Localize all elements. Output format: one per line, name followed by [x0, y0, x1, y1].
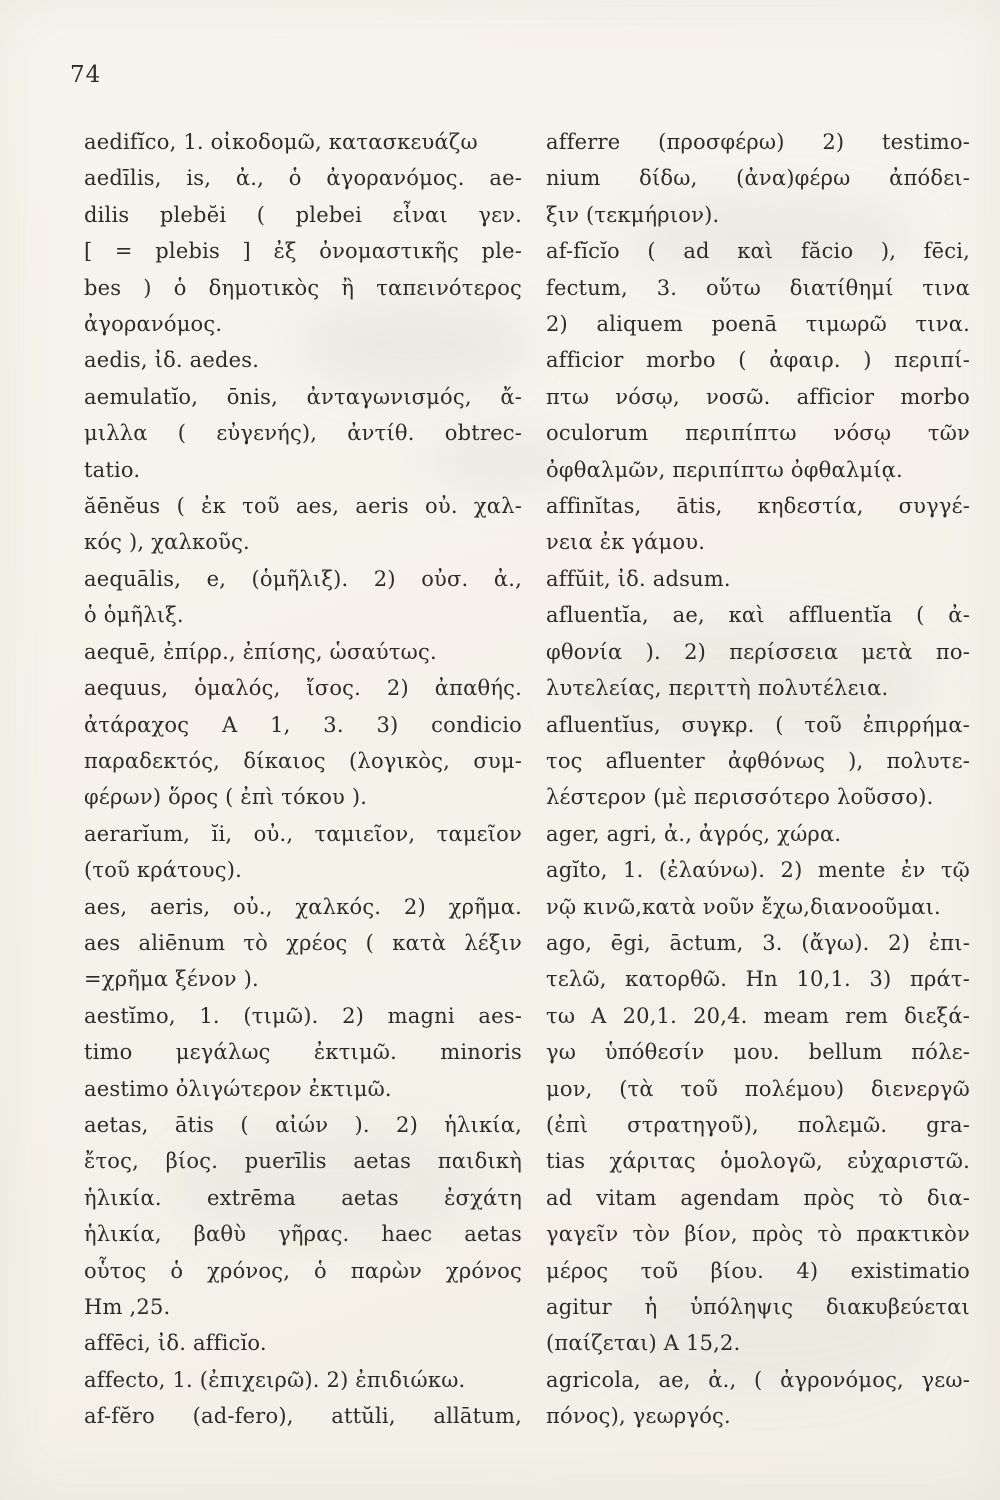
entry-line: dilis plebĕi ( plebei εἶναι γεν. [84, 202, 522, 227]
entry-line: ἀγορανόμος. [84, 312, 223, 337]
entry-line: ἔτος, βίος. puerīlis aetas παιδικὴ [84, 1149, 522, 1174]
dictionary-entry [546, 707, 970, 816]
entry-line: affecto, 1. (ἐπιχειρῶ). 2) ἐπιδιώκω. [84, 1367, 466, 1392]
entry-line: aedīlis, is, ἀ., ὁ ἀγορανόμος. ae- [84, 166, 522, 191]
entry-line: agĭto, 1. (ἐλαύνω). 2) mente ἐν τῷ [546, 858, 970, 883]
entry-line: timo μεγάλως ἐκτιμῶ. minoris [84, 1040, 522, 1065]
entry-line: νεια ἐκ γάμου. [546, 530, 706, 555]
entry-line: [ = plebis ] ἐξ ὀνομαστικῆς ple- [84, 239, 522, 264]
entry-line: πόνος), γεωργός. [546, 1404, 731, 1429]
entry-line: afficior morbo ( ἀφαιρ. ) περιπί- [546, 348, 970, 373]
entry-line: aestĭmo, 1. (τιμῶ). 2) magni aes- [84, 1003, 522, 1028]
entry-line: 2) aliquem poenā τιμωρῶ τινα. [546, 312, 970, 337]
entry-line: oculorum περιπίπτω νόσῳ τῶν [546, 421, 970, 446]
entry-line: fectum, 3. οὕτω διατίθημί τινα [546, 275, 970, 300]
entry-line: γω ὑπόθεσίν μου. bellum πόλε- [546, 1040, 970, 1065]
left-column [84, 124, 522, 1435]
dictionary-entry [84, 634, 522, 670]
entry-line: ἡλικία. extrēma aetas ἐσχάτη [84, 1185, 522, 1210]
dictionary-entry [84, 342, 522, 378]
dictionary-entry [546, 816, 970, 852]
entry-line: aes aliēnum τὸ χρέος ( κατὰ λέξιν [84, 930, 522, 955]
entry-line: afferre (προσφέρω) 2) testimo- [546, 130, 970, 154]
entry-line: tias χάριτας ὁμολογῶ, εὐχαριστῶ. [546, 1149, 970, 1174]
dictionary-entry [546, 852, 970, 925]
dictionary-entry [84, 670, 522, 816]
entry-line: νῷ κινῶ,κατὰ νοῦν ἔχω,διανοοῦμαι. [546, 894, 941, 919]
entry-line: τος afluenter ἀφθόνως ), πολυτε- [546, 748, 970, 773]
entry-line: ad vitam agendam πρὸς τὸ δια- [546, 1185, 970, 1210]
entry-line: aestimo ὀλιγώτερον ἐκτιμῶ. [84, 1076, 392, 1101]
entry-line: aedis, ἰδ. aedes. [84, 348, 260, 373]
entry-line: aetas, ātis ( αἰών ). 2) ἡλικία, [84, 1112, 522, 1137]
dictionary-entry [84, 1107, 522, 1325]
entry-line: nium δίδω, (ἀνα)φέρω ἀπόδει- [546, 166, 970, 191]
entry-line: af-fĭcĭo ( ad καὶ făcio ), fēci, [546, 239, 970, 264]
entry-line: ἡλικία, βαθὺ γῆρας. haec aetas [84, 1222, 522, 1247]
entry-line: ὁ ὁμῆλιξ. [84, 603, 184, 628]
entry-line: aequālis, e, (ὁμῆλιξ). 2) οὐσ. ἀ., [84, 566, 522, 591]
dictionary-entry [84, 379, 522, 488]
entry-line: παραδεκτός, δίκαιος (λογικὸς, συμ- [84, 748, 522, 773]
entry-line: λυτελείας, περιττὴ πολυτέλεια. [546, 676, 889, 701]
entry-line: agitur ἡ ὑπόληψις διακυβεύεται [546, 1295, 970, 1319]
dictionary-entry [546, 233, 970, 488]
dictionary-entry [84, 561, 522, 634]
dictionary-entry [84, 124, 522, 160]
dictionary-entry [546, 597, 970, 706]
dictionary-entry [546, 1362, 970, 1435]
dictionary-entry [84, 160, 522, 342]
entry-line: aemulatĭo, ōnis, ἀνταγωνισμός, ἄ- [84, 384, 522, 409]
entry-line: τω A 20,1. 20,4. meam rem διεξά- [546, 1003, 970, 1028]
dictionary-entry [546, 925, 970, 1362]
entry-line: aequus, ὁμαλός, ἴσος. 2) ἀπαθής. [84, 676, 522, 701]
entry-line: bes ) ὁ δημοτικὸς ἢ ταπεινότερος [84, 275, 522, 300]
entry-line: πτω νόσῳ, νοσῶ. afficior morbo [546, 384, 970, 409]
entry-line: affēci, ἰδ. afficĭo. [84, 1331, 267, 1356]
entry-line: ἀτάραχος A 1, 3. 3) condicio [84, 712, 522, 737]
entry-line: ăēnĕus ( ἐκ τοῦ aes, aeris οὐ. χαλ- [84, 494, 522, 519]
entry-line: οὗτος ὁ χρόνος, ὁ παρὼν χρόνος [84, 1258, 522, 1283]
dictionary-entry [546, 488, 970, 561]
entry-line: (τοῦ κράτους). [84, 858, 243, 883]
dictionary-entry [84, 816, 522, 889]
entry-line: μον, (τὰ τοῦ πολέμου) διενεργῶ [546, 1076, 970, 1101]
entry-line: (παίζεται) A 15,2. [546, 1331, 741, 1356]
entry-line: κός ), χαλκοῦς. [84, 530, 250, 555]
entry-line: affinĭtas, ātis, κηδεστία, συγγέ- [546, 494, 970, 519]
dictionary-entry [84, 488, 522, 561]
entry-line: aerarĭum, ĭi, οὐ., ταμιεῖον, ταμεῖον [84, 821, 522, 846]
entry-line: tatio. [84, 457, 141, 482]
entry-line: ager, agri, ἀ., ἀγρός, χώρα. [546, 821, 842, 846]
text-columns [84, 124, 970, 1435]
dictionary-entry [84, 1325, 522, 1361]
dictionary-entry [546, 124, 970, 233]
entry-line: (ἐπὶ στρατηγοῦ), πολεμῶ. gra- [546, 1112, 970, 1137]
entry-line: ago, ēgi, āctum, 3. (ἄγω). 2) ἐπι- [546, 930, 970, 955]
entry-line: τελῶ, κατορθῶ. Hn 10,1. 3) πράτ- [546, 967, 970, 992]
dictionary-entry [84, 889, 522, 998]
entry-line: μιλλα ( εὐγενής), ἀντίθ. obtrec- [84, 421, 522, 446]
dictionary-entry [84, 1398, 522, 1434]
entry-line: φέρων) ὅρος ( ἐπὶ τόκου ). [84, 785, 368, 810]
entry-line: μέρος τοῦ βίου. 4) existimatio [546, 1258, 970, 1283]
entry-line: ξιν (τεκμήριον). [546, 202, 720, 227]
entry-line: af-fĕro (ad-fero), attŭli, allātum, [84, 1404, 522, 1429]
dictionary-entry [84, 998, 522, 1107]
entry-line: =χρῆμα ξένον ). [84, 967, 259, 992]
entry-line: Hm ,25. [84, 1295, 171, 1319]
entry-line: aes, aeris, οὐ., χαλκός. 2) χρῆμα. [84, 894, 522, 919]
entry-line: aequē, ἐπίρρ., ἐπίσης, ὡσαύτως. [84, 639, 437, 664]
entry-line: γαγεῖν τὸν βίον, πρὸς τὸ πρακτικὸν [546, 1222, 970, 1247]
dictionary-entry [546, 561, 970, 597]
dictionary-entry [84, 1362, 522, 1398]
entry-line: aedifĭco, 1. οἰκοδομῶ, κατασκευάζω [84, 130, 478, 154]
entry-line: afluentĭa, ae, καὶ affluentĭa ( ἀ- [546, 603, 970, 628]
right-column [546, 124, 970, 1435]
entry-line: affŭit, ἰδ. adsum. [546, 566, 731, 591]
entry-line: ὀφθαλμῶν, περιπίπτω ὀφθαλμίᾳ. [546, 457, 903, 482]
entry-line: afluentĭus, συγκρ. ( τοῦ ἐπιρρήμα- [546, 712, 970, 737]
page-number: 74 [70, 62, 102, 88]
entry-line: φθονία ). 2) περίσσεια μετὰ πο- [546, 639, 970, 664]
entry-line: agricola, ae, ἀ., ( ἀγρονόμος, γεω- [546, 1367, 970, 1392]
entry-line: λέστερον (μὲ περισσότερο λοῦσσο). [546, 785, 934, 810]
